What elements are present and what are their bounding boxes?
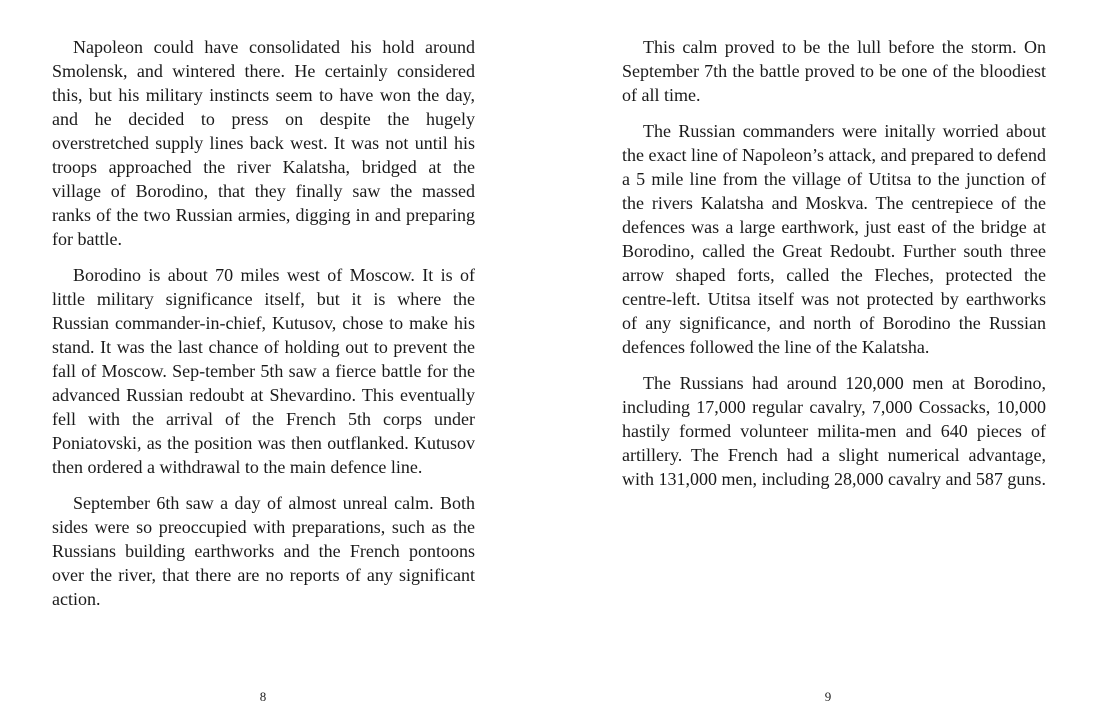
paragraph: Borodino is about 70 miles west of Moscow. It is of little military significance itself, but it is where the Russian commander-in-chief, Kutusov, chose to make his stand. It was the last chance of holding out to prevent the fall of Moscow. Sep-tember 5th saw a fierce battle for the advanced Russian redoubt at Shevardino. This eventually fell with the arrival of the French 5th corps under Poniatovski, as the position was then outflanked. Kutusov then ordered a withdrawal to the main defence line. [52,265,475,477]
left-page-text [52,35,475,623]
paragraph: The Russian commanders were initally worried about the exact line of Napoleon’s attack, and prepared to defend a 5 mile line from the village of Utitsa to the junction of the rivers Kalatsha and Moskva. The centrepiece of the defences was a large earthwork, just east of the bridge at Borodino, called the Great Redoubt. Further south three arrow shaped forts, called the Fleches, protected the centre-left. Utitsa itself was not protected by earthworks of any significance, and north of Borodino the Russian defences followed the line of the Kalatsha. [622,121,1046,357]
paragraph: This calm proved to be the lull before the storm. On September 7th the battle proved to be one of the bloodiest of all time. [622,37,1046,105]
paragraph: September 6th saw a day of almost unreal calm. Both sides were so preoccupied with preparations, such as the Russians building earthworks and the French pontoons over the river, that there are no reports of any significant action. [52,493,475,609]
paragraph: Napoleon could have consolidated his hold around Smolensk, and wintered there. He certainly considered this, but his military instincts seem to have won the day, and he decided to press on despite the hugely overstretched supply lines back west. It was not until his troops approached the river Kalatsha, bridged at the village of Borodino, that they finally saw the massed ranks of the two Russian armies, digging in and preparing for battle. [52,37,475,249]
paragraph: The Russians had around 120,000 men at Borodino, including 17,000 regular cavalry, 7,000 Cossacks, 10,000 hastily formed volunteer milita-men and 640 pieces of artillery. The French had a slight numerical advantage, with 131,000 men, including 28,000 cavalry and 587 guns. [622,373,1046,489]
page-number: 8 [259,689,267,704]
page-number: 9 [824,689,832,704]
right-page [550,0,1100,716]
right-page-text [622,35,1046,503]
